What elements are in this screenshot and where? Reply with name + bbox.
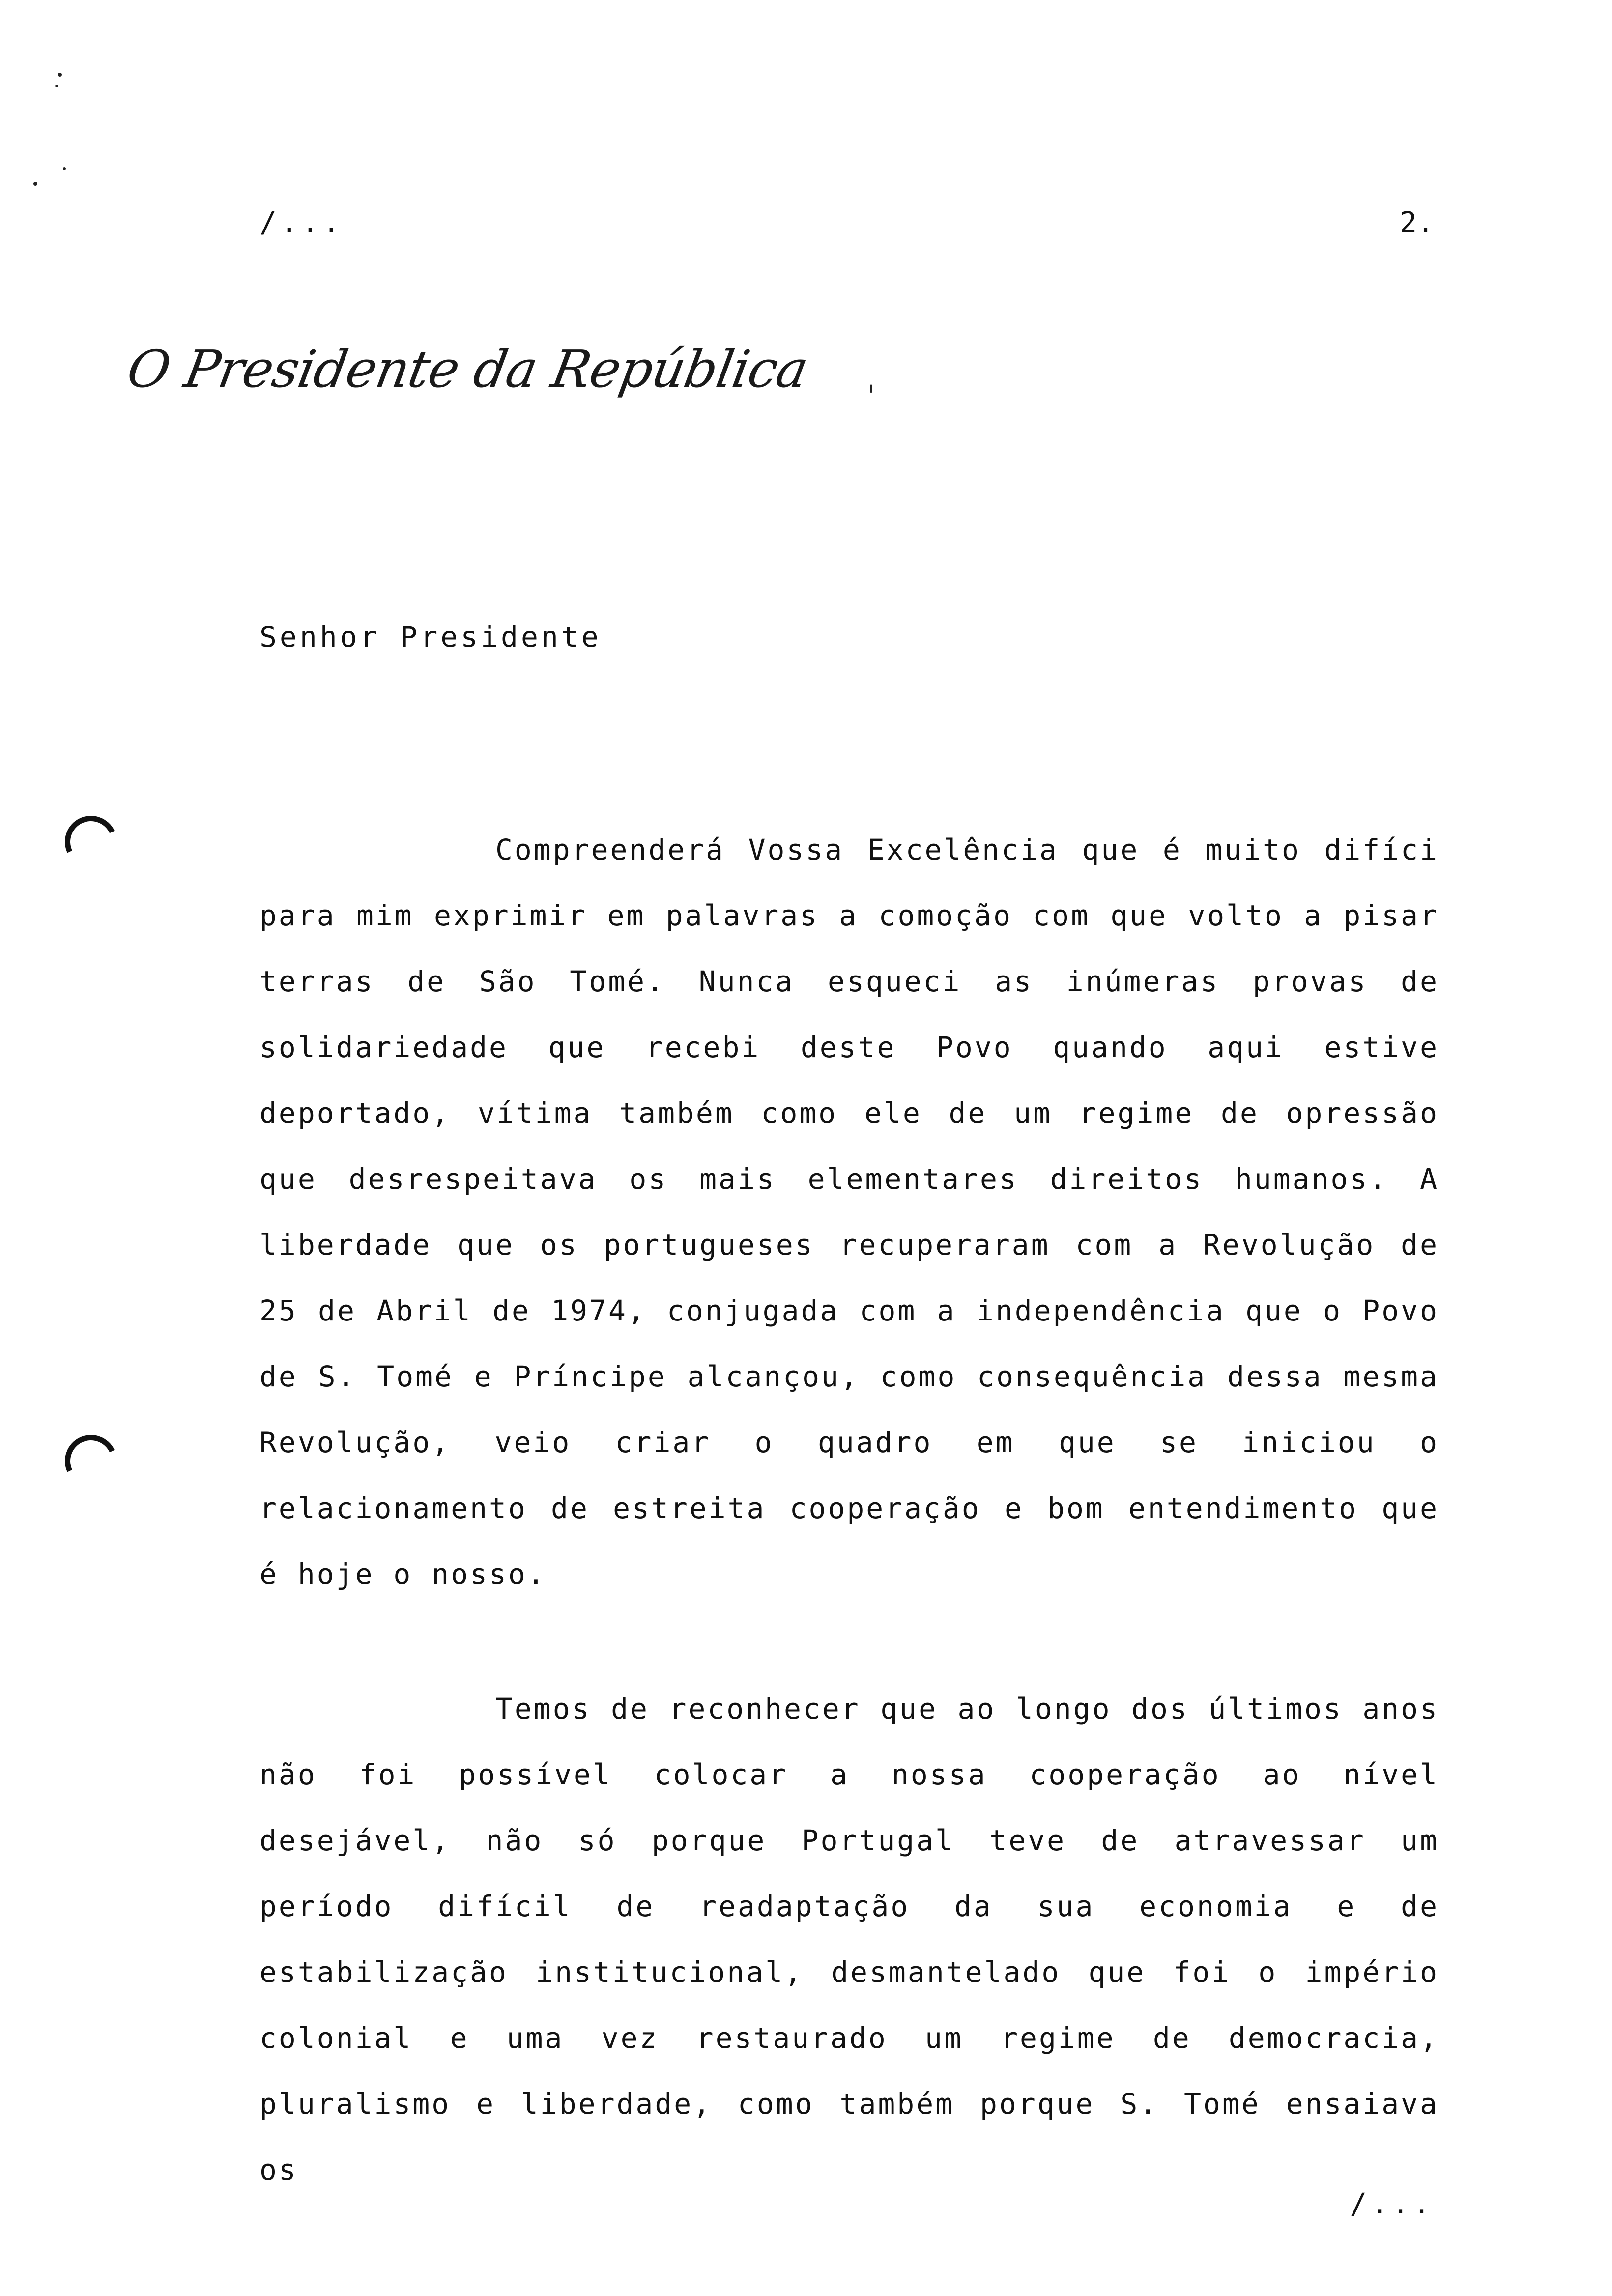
body-paragraph: Temos de reconhecer que ao longo dos últimos anos não foi possível colocar a nossa cooperação ao nível desejável, não só porque Portugal teve de atravessar um período difícil de readaptação da sua economia e de estabilização institucional, desmantelado que foi o império colonial e uma vez restaurado um regime de democracia, pluralismo e liberdade, como também porque S. Tomé ensaiava os [259, 1692, 1439, 2186]
scan-speck [33, 182, 37, 186]
scan-speck [58, 73, 62, 77]
body-paragraph: Compreenderá Vossa Excelência que é muito difíci para mim exprimir em palavras a comoção com que volto a pisar terras de São Tomé. Nunca esqueci as inúmeras provas de solidariedade que recebi deste Povo quando aqui estive deportado, vítima também como ele de um regime de opressão que desrespeitava os mais elementares direitos humanos. A liberdade que os portugueses recuperaram com a Revolução de 25 de Abril de 1974, conjugada com a independência que o Povo de S. Tomé e Príncipe alcançou, como consequência dessa mesma Revolução, veio criar o quadro em que se iniciou o relacionamento de estreita cooperação e bom entendimento que é hoje o nosso. [259, 833, 1439, 1591]
letterhead: O Presidente da República [123, 339, 812, 399]
page-number: 2. [1400, 205, 1434, 239]
continuation-marker-top: /... [259, 205, 344, 239]
scan-speck [55, 85, 58, 87]
scan-speck [63, 167, 66, 170]
punch-hole-mark [58, 1428, 124, 1494]
scan-speck [870, 384, 872, 393]
salutation: Senhor Presidente [259, 620, 602, 654]
punch-hole-mark [58, 808, 124, 875]
continuation-marker-bottom: /... [1350, 2187, 1434, 2220]
